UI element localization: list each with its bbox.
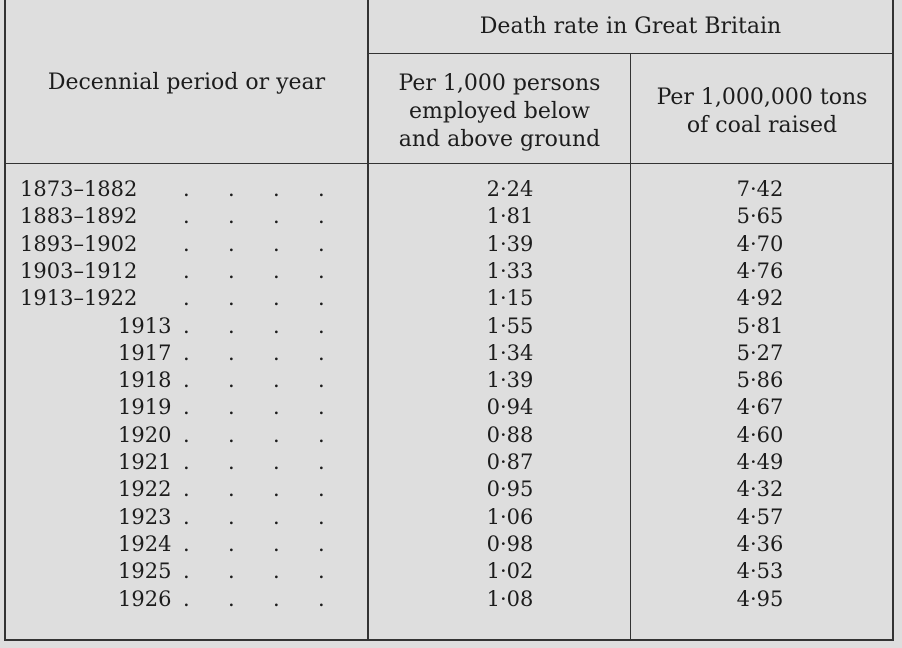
table-row xyxy=(20,341,880,366)
row-per-tons: 5·86 xyxy=(736,368,784,393)
leader-dot: . xyxy=(273,313,280,338)
header-per-persons-line2: employed below xyxy=(409,99,590,124)
leader-dot: . xyxy=(183,368,190,393)
table-row xyxy=(20,395,880,420)
leader-dot: . xyxy=(318,340,325,365)
row-per-tons: 5·65 xyxy=(736,204,784,229)
header-per-tons xyxy=(632,84,892,140)
leader-dot: . xyxy=(183,531,190,556)
row-per-persons: 1·81 xyxy=(486,204,534,229)
leader-dots xyxy=(183,587,383,612)
leader-dot: . xyxy=(273,559,280,584)
row-per-tons: 4·70 xyxy=(736,231,784,256)
leader-dot: . xyxy=(183,504,190,529)
table-row xyxy=(20,450,880,475)
leader-dot: . xyxy=(273,586,280,611)
leader-dots xyxy=(183,532,383,557)
leader-dot: . xyxy=(273,450,280,474)
leader-dot: . xyxy=(228,231,235,256)
leader-dot: . xyxy=(183,313,190,338)
row-per-tons: 7·42 xyxy=(736,177,784,201)
row-period: 1923 xyxy=(118,504,172,529)
leader-dots xyxy=(183,204,383,229)
row-per-tons: 4·57 xyxy=(736,504,784,529)
row-per-persons: 2·24 xyxy=(486,177,534,201)
leader-dot: . xyxy=(318,586,325,611)
row-period: 1883–1892 xyxy=(20,204,138,229)
leader-dot: . xyxy=(318,286,325,311)
header-per-tons-line2: of coal raised xyxy=(686,113,838,138)
leader-dot: . xyxy=(183,586,190,611)
row-per-persons: 1·34 xyxy=(486,340,534,365)
leader-dot: . xyxy=(273,422,280,447)
row-per-tons: 5·27 xyxy=(736,340,784,365)
leader-dot: . xyxy=(273,504,280,529)
leader-dots xyxy=(183,341,383,366)
row-per-persons: 1·02 xyxy=(486,559,534,584)
row-period: 1926 xyxy=(118,586,172,611)
row-period: 1913–1922 xyxy=(20,286,138,311)
leader-dot: . xyxy=(273,231,280,256)
row-period: 1920 xyxy=(118,422,172,447)
leader-dot: . xyxy=(318,231,325,256)
leader-dots xyxy=(183,450,383,475)
leader-dot: . xyxy=(273,177,280,201)
leader-dot: . xyxy=(318,477,325,502)
leader-dots xyxy=(183,314,383,339)
leader-dots xyxy=(183,395,383,420)
leader-dots xyxy=(183,177,383,202)
row-per-tons: 4·32 xyxy=(736,477,784,502)
row-period: 1922 xyxy=(118,477,172,502)
leader-dots xyxy=(183,368,383,393)
leader-dot: . xyxy=(183,231,190,256)
leader-dot: . xyxy=(228,340,235,365)
header-per-persons xyxy=(369,70,630,154)
leader-dot: . xyxy=(318,177,325,201)
row-per-tons: 5·81 xyxy=(736,313,784,338)
row-per-persons: 1·39 xyxy=(486,231,534,256)
leader-dots xyxy=(183,559,383,584)
table-row xyxy=(20,423,880,448)
row-per-persons: 1·15 xyxy=(486,286,534,311)
header-per-persons-line3: and above ground xyxy=(398,127,601,152)
row-per-persons: 0·98 xyxy=(486,531,534,556)
row-per-persons: 0·95 xyxy=(486,477,534,502)
leader-dot: . xyxy=(273,395,280,420)
leader-dot: . xyxy=(318,531,325,556)
row-per-tons: 4·67 xyxy=(736,395,784,420)
leader-dots xyxy=(183,505,383,530)
row-per-persons: 1·33 xyxy=(486,258,534,283)
leader-dot: . xyxy=(318,395,325,420)
leader-dot: . xyxy=(273,286,280,311)
leader-dot: . xyxy=(318,258,325,283)
row-per-persons: 1·08 xyxy=(486,586,534,611)
leader-dot: . xyxy=(318,450,325,474)
row-per-tons: 4·36 xyxy=(736,531,784,556)
row-per-tons: 4·95 xyxy=(736,586,784,611)
leader-dot: . xyxy=(273,477,280,502)
leader-dot: . xyxy=(318,504,325,529)
leader-dot: . xyxy=(228,286,235,311)
table-row xyxy=(20,177,880,202)
leader-dot: . xyxy=(273,204,280,229)
row-period: 1925 xyxy=(118,559,172,584)
leader-dot: . xyxy=(183,286,190,311)
row-per-tons: 4·49 xyxy=(736,450,784,474)
leader-dot: . xyxy=(183,422,190,447)
table-row xyxy=(20,559,880,584)
leader-dot: . xyxy=(183,477,190,502)
table-row xyxy=(20,532,880,557)
leader-dot: . xyxy=(183,177,190,201)
leader-dot: . xyxy=(228,368,235,393)
leader-dot: . xyxy=(228,450,235,474)
leader-dots xyxy=(183,259,383,284)
leader-dot: . xyxy=(228,313,235,338)
row-per-tons: 4·76 xyxy=(736,258,784,283)
leader-dot: . xyxy=(318,559,325,584)
table-row xyxy=(20,587,880,612)
leader-dot: . xyxy=(318,313,325,338)
row-period: 1918 xyxy=(118,368,172,393)
table-row xyxy=(20,505,880,530)
table-row xyxy=(20,232,880,257)
leader-dot: . xyxy=(228,504,235,529)
row-period: 1921 xyxy=(118,450,172,474)
leader-dot: . xyxy=(318,368,325,393)
leader-dot: . xyxy=(228,559,235,584)
leader-dot: . xyxy=(228,204,235,229)
leader-dot: . xyxy=(228,477,235,502)
leader-dot: . xyxy=(183,204,190,229)
row-per-persons: 0·94 xyxy=(486,395,534,420)
leader-dot: . xyxy=(318,422,325,447)
header-bottom-rule xyxy=(6,163,892,164)
row-per-tons: 4·53 xyxy=(736,559,784,584)
table-row xyxy=(20,368,880,393)
row-period: 1893–1902 xyxy=(20,231,138,256)
leader-dot: . xyxy=(183,395,190,420)
leader-dot: . xyxy=(228,422,235,447)
table-row xyxy=(20,286,880,311)
leader-dot: . xyxy=(183,450,190,474)
leader-dot: . xyxy=(273,368,280,393)
header-per-persons-line1: Per 1,000 persons xyxy=(398,71,601,96)
leader-dots xyxy=(183,477,383,502)
leader-dot: . xyxy=(228,177,235,201)
leader-dot: . xyxy=(228,531,235,556)
row-per-persons: 0·87 xyxy=(486,450,534,474)
row-period: 1873–1882 xyxy=(20,177,138,201)
leader-dot: . xyxy=(273,340,280,365)
table-row xyxy=(20,204,880,229)
leader-dot: . xyxy=(228,258,235,283)
row-period: 1917 xyxy=(118,340,172,365)
table-row xyxy=(20,477,880,502)
row-per-tons: 4·60 xyxy=(736,422,784,447)
row-period: 1924 xyxy=(118,531,172,556)
row-period: 1919 xyxy=(118,395,172,420)
leader-dots xyxy=(183,423,383,448)
leader-dots xyxy=(183,232,383,257)
leader-dot: . xyxy=(273,258,280,283)
leader-dot: . xyxy=(183,258,190,283)
row-per-persons: 1·55 xyxy=(486,313,534,338)
table-row xyxy=(20,259,880,284)
leader-dots xyxy=(183,286,383,311)
leader-dot: . xyxy=(228,586,235,611)
row-period: 1913 xyxy=(118,313,172,338)
leader-dot: . xyxy=(273,531,280,556)
leader-dot: . xyxy=(228,395,235,420)
header-decennial-period: Decennial period or year xyxy=(47,70,326,95)
row-per-tons: 4·92 xyxy=(736,286,784,311)
group-header-death-rate: Death rate in Great Britain xyxy=(479,14,782,39)
leader-dot: . xyxy=(183,340,190,365)
leader-dot: . xyxy=(183,559,190,584)
row-per-persons: 1·06 xyxy=(486,504,534,529)
row-per-persons: 1·39 xyxy=(486,368,534,393)
row-per-persons: 0·88 xyxy=(486,422,534,447)
group-header-rule xyxy=(368,53,892,54)
row-period: 1903–1912 xyxy=(20,258,138,283)
header-per-tons-line1: Per 1,000,000 tons xyxy=(656,85,868,110)
leader-dot: . xyxy=(318,204,325,229)
table-row xyxy=(20,314,880,339)
